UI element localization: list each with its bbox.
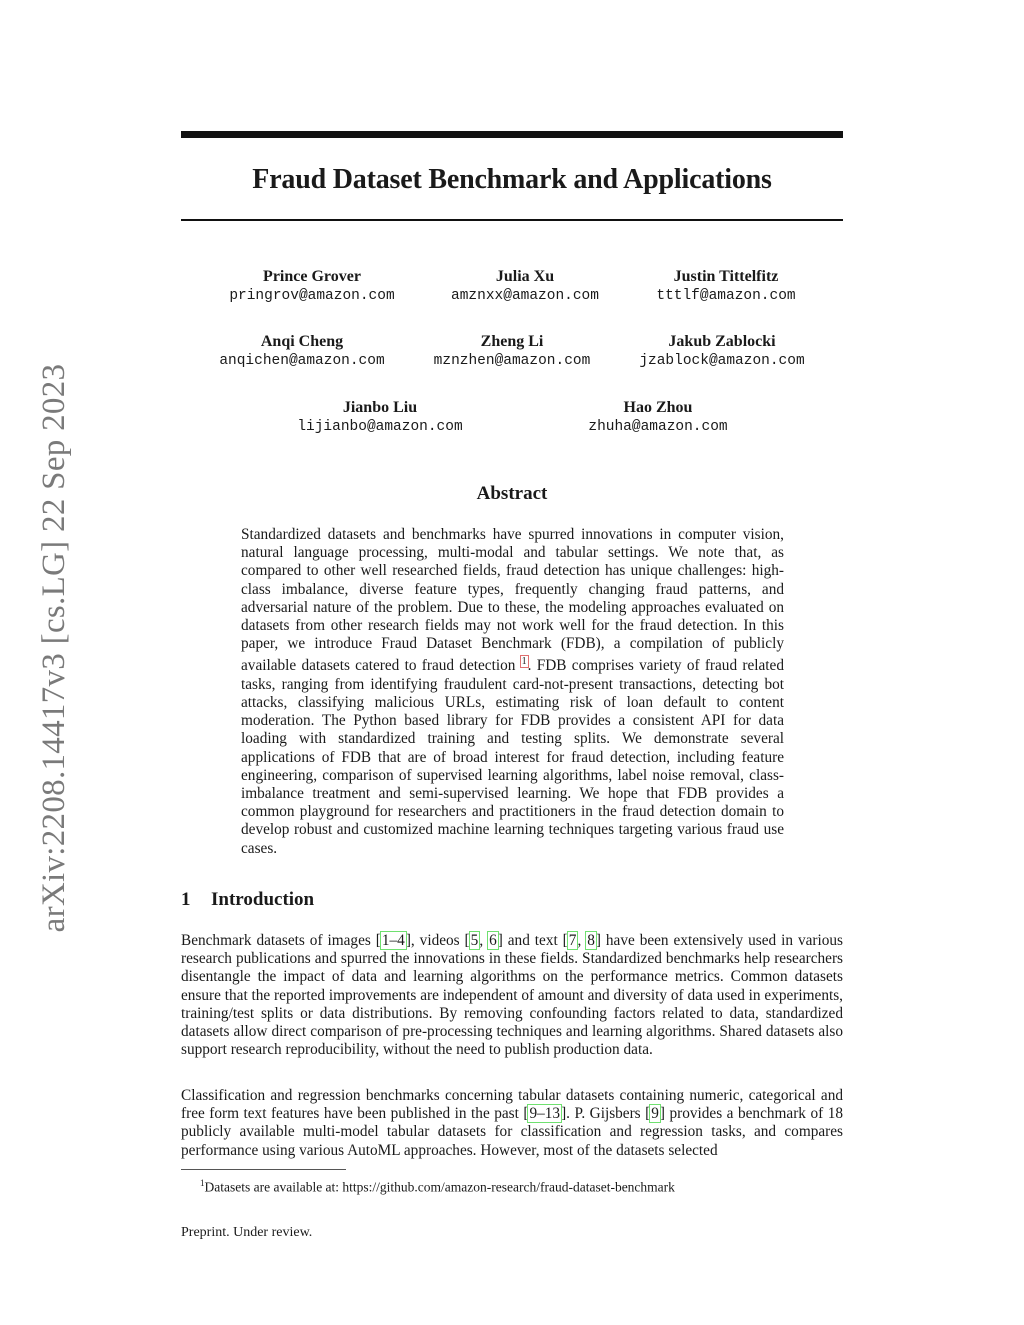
text-run: , [479,932,489,949]
citation-link[interactable]: 9 [651,1105,659,1123]
author-block [402,332,622,371]
footnote-text: Datasets are available at: https://github.com/amazon-research/fraud-dataset-benchmark [204,1179,675,1195]
author-email: lijianbo@amazon.com [297,419,463,435]
author-email: amznxx@amazon.com [451,288,599,304]
text-run: ] provides a benchmark of 18 publicly available multi-model tabular datasets for classification and regression tasks, and compares performance using various AutoML approaches. However, most of the datasets selected [181,1105,843,1159]
citation-link[interactable]: 5 [470,932,479,949]
text-run: Classification and regression benchmarks concerning tabular datasets containing numeric, categorical and free form text features have been published in the past [ [181,1087,843,1123]
author-block [415,267,635,306]
footnote-link[interactable]: 1 [521,656,527,668]
section-title: Introduction [211,889,315,910]
preprint-note: Preprint. Under review. [181,1225,313,1240]
citation-link[interactable]: 1–4 [381,932,405,949]
author-name: Justin Tittelfitz [673,268,779,285]
author-block [202,267,422,306]
footnote-rule [181,1169,346,1170]
abstract-heading: Abstract [476,483,548,504]
section-heading [181,889,314,911]
author-name: Julia Xu [495,268,555,285]
text-run: , [577,932,587,949]
text-run: Benchmark datasets of images [ [181,932,381,949]
author-name: Jianbo Liu [342,399,418,416]
author-block [616,267,836,306]
text-run: ]. P. Gijsbers [ [561,1105,651,1123]
author-name: Jakub Zablocki [668,333,776,350]
citation-link[interactable]: 8 [587,932,595,949]
intro-paragraph-2 [181,1087,843,1160]
author-name: Hao Zhou [623,399,693,416]
title-rule-top [181,131,843,138]
author-email: jzablock@amazon.com [639,353,805,369]
citation-link[interactable]: 9–13 [529,1105,561,1123]
author-email: pringrov@amazon.com [229,288,395,304]
abstract-body [241,526,784,858]
author-name: Anqi Cheng [260,333,344,350]
citation-link[interactable]: 6 [489,932,497,949]
author-block [192,332,412,371]
author-email: tttlf@amazon.com [656,288,796,304]
text-run: ] have been extensively used in various research publications and spurred the innovations in these fields. Standardized benchmarks help researchers disentangle the impact of data and learning algorithms on the performance metrics. Common datasets ensure that the reported improvements are independent of amount and diversity of data used in experiments, training/test splits or data distributions. By removing confounding factors related to data, standardized datasets allow direct comparison of pre-processing techniques and learning algorithms. Shared datasets also support research reproducibility, without the need to publish production data. [181,932,843,1059]
paper-title: Fraud Dataset Benchmark and Applications [252,164,772,195]
intro-paragraph-1 [181,932,843,1059]
author-email: mznzhen@amazon.com [433,353,591,369]
text-run: ] and text [ [497,932,568,949]
footnote [200,1175,675,1196]
author-block [548,398,768,437]
author-name: Prince Grover [263,268,361,285]
author-name: Zheng Li [480,333,544,350]
footnote-mark: 1 [200,1178,205,1188]
author-email: anqichen@amazon.com [219,353,385,369]
abstract-text-part: . FDB comprises variety of fraud related tasks, ranging from identifying fraudulent card-not-present transactions, detecting bot attacks, classifying malicious URLs, estimating risk of loan default to content moderation. The Python based library for FDB provides a consistent API for data loading with standardized training and testing splits. We demonstrate several applications of FDB that are of broad interest for fraud detection, including feature engineering, comparison of supervised learning algorithms, label noise removal, class-imbalance treatment and semi-supervised learning. We hope that FDB provides a common playground for researchers and practitioners in the fraud detection domain to develop robust and customized machine learning techniques targeting various fraud use cases. [241,657,784,857]
author-block [270,398,490,437]
text-run: ], videos [ [405,932,470,949]
author-email: zhuha@amazon.com [588,419,728,435]
author-block [612,332,832,371]
section-number: 1 [181,889,191,910]
abstract-text-part: Standardized datasets and benchmarks have spurred innovations in computer vision, natural language processing, multi-modal and tabular settings. We note that, as compared to other well researched fields, fraud detection has unique challenges: high-class imbalance, diverse feature types, frequently changing fraud patterns, and adversarial nature of the problem. Due to these, the modeling approaches evaluated on datasets from other research fields may not work well for the fraud detection. In this paper, we introduce Fraud Dataset Benchmark (FDB), a compilation of publicly available datasets catered to fraud detection [241,526,784,675]
citation-link[interactable]: 7 [568,932,577,949]
arxiv-stamp: arXiv:2208.14417v3 [cs.LG] 22 Sep 2023 [36,363,72,933]
title-rule-bottom [181,219,843,221]
